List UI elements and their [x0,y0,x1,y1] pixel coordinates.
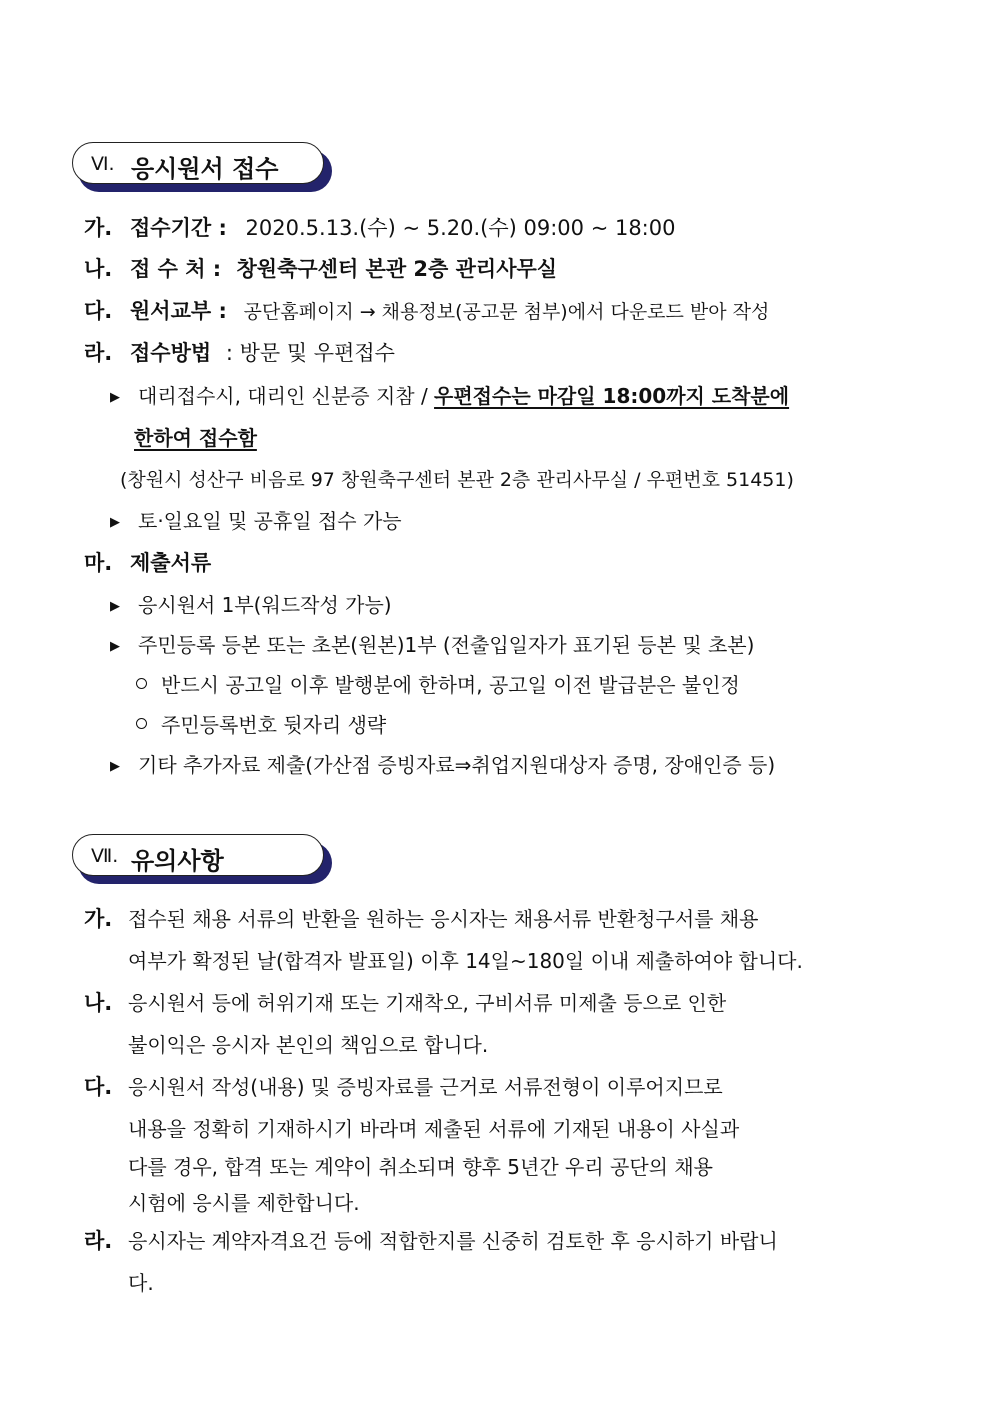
notice-da-line3: 다를 경우, 합격 또는 계약이 취소되며 향후 5년간 우리 공단의 채용 [128,1155,713,1179]
item-text: 공단홈페이지 → 채용정보(공고문 첨부)에서 다운로드 받아 작성 [243,301,770,323]
item-label: 접 수 처 : [130,257,222,281]
item-marker: 가. [84,216,113,240]
ra-bullet-1-cont: 한하여 접수함 [134,426,257,450]
section-number: Ⅵ. [91,153,115,175]
item-label: 접수기간 : [130,216,227,240]
notice-line: 응시자는 계약자격요건 등에 적합한지를 신중히 검토한 후 응시하기 바랍니 [128,1229,778,1253]
notice-ga-line2: 여부가 확정된 날(합격자 발표일) 이후 14일~180일 이내 제출하여야 합니다. [128,949,803,973]
circle-bullet-icon [136,678,147,689]
item-da [84,296,769,327]
bullet-text: 기타 추가자료 제출(가산점 증빙자료⇒취업지원대상자 증명, 장애인증 등) [138,753,776,777]
item-na [84,254,557,284]
triangle-bullet-icon: ▶ [110,515,120,530]
bullet-emphasis: 우편접수는 마감일 18:00까지 도착분에 [434,384,790,408]
item-label: 원서교부 : [130,299,227,323]
ma-bullet-1 [110,590,392,622]
address-note: (창원시 성산구 비음로 97 창원축구센터 본관 2층 관리사무실 / 우편번호 51451) [120,469,794,491]
section-number: Ⅶ. [91,845,119,867]
item-label: 제출서류 [130,551,212,575]
item-marker: 마. [84,551,113,575]
sub-text: 반드시 공고일 이후 발행분에 한하며, 공고일 이전 발급분은 불인정 [161,673,740,697]
notice-ra-line2: 다. [128,1271,154,1295]
item-text: 창원축구센터 본관 2층 관리사무실 [236,257,558,281]
item-text: : 방문 및 우편접수 [225,341,395,365]
notice-na [84,988,726,1018]
item-marker: 다. [84,299,113,323]
notice-na-line2: 불이익은 응시자 본인의 책임으로 합니다. [128,1033,489,1057]
circle-bullet-icon [136,718,147,729]
item-label: 접수방법 [130,341,212,365]
sub-text: 주민등록번호 뒷자리 생략 [161,713,387,737]
triangle-bullet-icon: ▶ [110,639,120,654]
ra-bullet-2 [110,506,402,538]
item-marker: 가. [84,907,113,931]
bullet-text: 응시원서 1부(워드작성 가능) [138,593,392,617]
header-box [72,142,324,184]
notice-line: 응시원서 작성(내용) 및 증빙자료를 근거로 서류전형이 이루어지므로 [128,1075,723,1099]
header-box [72,834,324,876]
notice-line: 접수된 채용 서류의 반환을 원하는 응시자는 채용서류 반환청구서를 채용 [128,907,759,931]
ma-sub-2 [136,710,386,740]
item-marker: 나. [84,257,113,281]
triangle-bullet-icon: ▶ [110,759,120,774]
ma-bullet-3 [110,750,775,782]
notice-line: 응시원서 등에 허위기재 또는 기재착오, 구비서류 미제출 등으로 인한 [128,991,727,1015]
triangle-bullet-icon: ▶ [110,390,120,405]
item-marker: 나. [84,991,113,1015]
item-marker: 라. [84,1229,113,1253]
bullet-text: 토·일요일 및 공휴일 접수 가능 [138,509,402,533]
notice-da-line2: 내용을 정확히 기재하시기 바라며 제출된 서류에 기재된 내용이 사실과 [128,1117,740,1141]
item-marker: 라. [84,341,113,365]
triangle-bullet-icon: ▶ [110,599,120,614]
bullet-text: 주민등록 등본 또는 초본(원본)1부 (전출입일자가 표기된 등본 및 초본) [138,633,755,657]
bullet-text: 대리접수시, 대리인 신분증 지참 / [138,384,435,408]
notice-da [84,1072,723,1102]
notice-ga [84,904,758,934]
item-ma [84,548,211,578]
section-title: 응시원서 접수 [131,155,279,183]
section-6-header [72,142,334,194]
ma-bullet-2 [110,630,754,662]
notice-ra [84,1226,778,1256]
item-text: 2020.5.13.(수) ~ 5.20.(수) 09:00 ~ 18:00 [245,216,676,240]
ma-sub-1 [136,670,740,700]
section-title: 유의사항 [131,847,224,875]
item-ga [84,213,675,243]
ra-bullet-1 [110,381,789,413]
notice-da-line4: 시험에 응시를 제한합니다. [128,1191,360,1215]
item-marker: 다. [84,1075,113,1099]
item-ra [84,338,395,368]
section-7-header [72,834,334,886]
